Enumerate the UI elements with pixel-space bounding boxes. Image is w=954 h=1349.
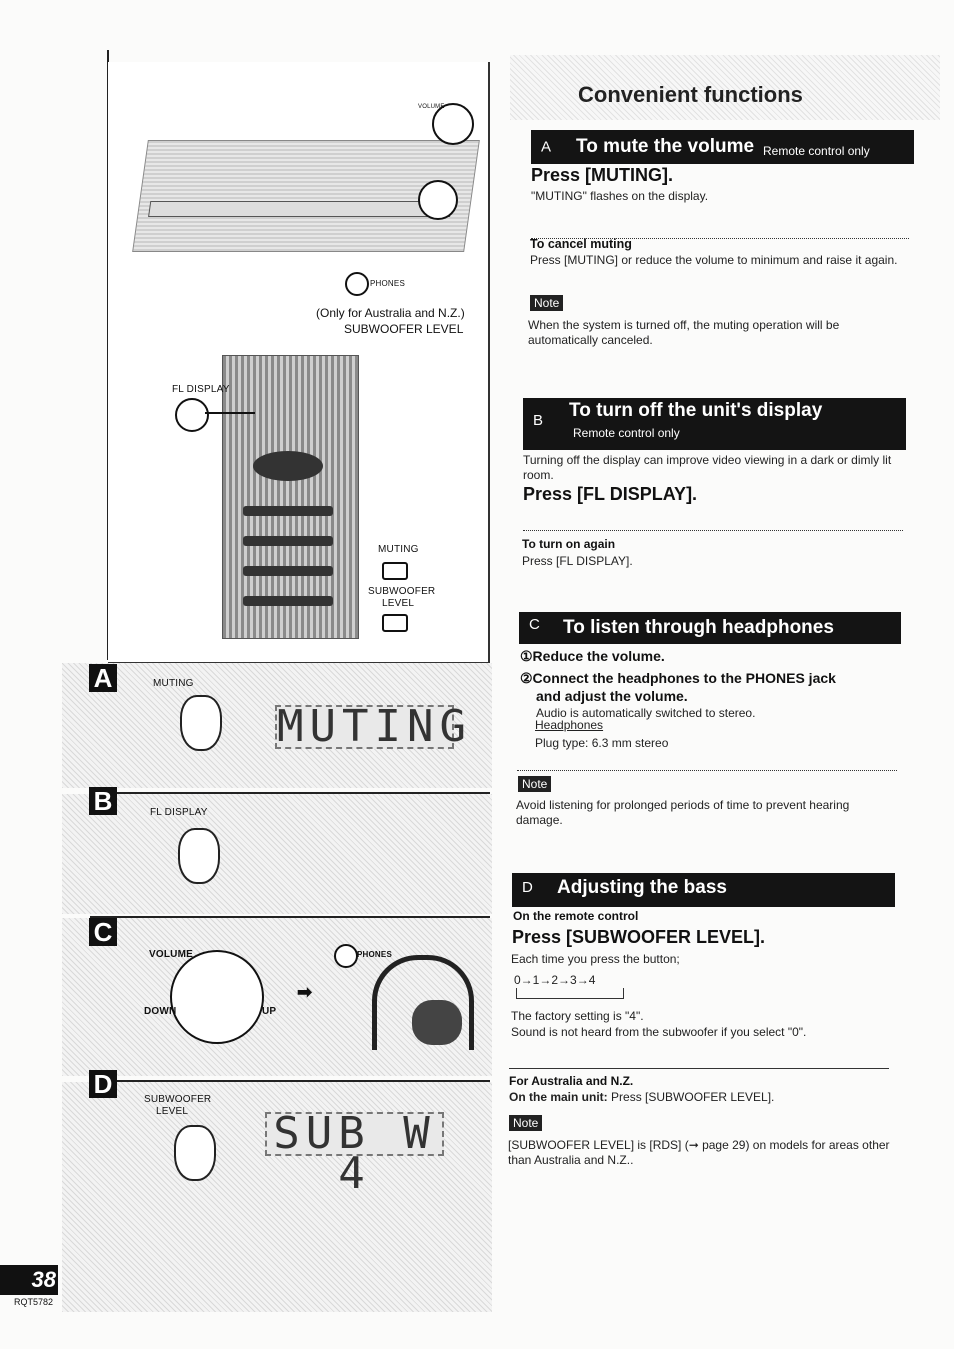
volume-knob-label: VOLUME [418, 104, 445, 110]
muting-button-icon [382, 562, 408, 580]
press-muting-heading: Press [MUTING]. [531, 165, 674, 185]
panel-c-down-label: DOWN [144, 1006, 177, 1017]
panel-a-letter: A [89, 664, 117, 692]
muting-callout-label: MUTING [378, 544, 419, 555]
section-c-note-text: Avoid listening for prolonged periods of time to prevent hearing damage. [516, 798, 850, 827]
sequence-loop-bracket [516, 988, 624, 999]
panel-c-phones-label: PHONES [357, 950, 392, 959]
cancel-muting-text: Press [MUTING] or reduce the volume to minimum and raise it again. [530, 253, 898, 267]
panel-c-phones-jack-icon [334, 944, 358, 968]
dotted-divider [517, 770, 897, 771]
section-d-letter: D [522, 879, 533, 896]
subwoofer-button-icon [382, 614, 408, 632]
section-b-letter: B [533, 412, 544, 429]
section-d-note-text: [SUBWOOFER LEVEL] is [RDS] (➞ page 29) on models for areas other than Australia and N.Z.. [508, 1138, 890, 1167]
panel-c-up-label: UP [262, 1006, 277, 1017]
panel-c-volume-label: VOLUME [149, 949, 193, 960]
panel-c-letter: C [89, 918, 117, 946]
section-a-letter: A [541, 138, 552, 156]
panel-b-letter: B [89, 787, 117, 815]
fl-display-callout-label: FL DISPLAY [172, 384, 230, 395]
section-d-heading: Adjusting the bass [557, 877, 727, 898]
pointing-hand-icon [180, 695, 222, 751]
turn-on-again-text: Press [FL DISPLAY]. [522, 554, 633, 568]
plug-type-text: Plug type: 6.3 mm stereo [535, 736, 669, 750]
each-time-text: Each time you press the button; [511, 952, 680, 966]
cancel-muting-title: To cancel muting [530, 237, 632, 251]
level-sequence: 0→1→2→3→4 [514, 973, 596, 987]
factory-setting-text: The factory setting is "4". [511, 1009, 644, 1023]
solid-divider [509, 1068, 889, 1069]
subwoofer-callout-label-2: LEVEL [382, 598, 415, 609]
pointing-hand-icon [174, 1125, 216, 1181]
large-volume-knob-icon [170, 950, 264, 1044]
arrow-right-icon: ➡ [297, 982, 313, 1002]
press-fl-display-heading: Press [FL DISPLAY]. [523, 484, 698, 504]
panel-d-button-label-1: SUBWOOFER [144, 1094, 212, 1105]
phones-jack-icon [345, 272, 369, 296]
on-remote-title: On the remote control [513, 909, 639, 923]
remote-control-illustration [222, 355, 359, 639]
main-unit-text: Press [SUBWOOFER LEVEL]. [611, 1090, 775, 1104]
section-b-heading: To turn off the unit's display [569, 400, 823, 421]
section-b-subheading: Remote control only [573, 426, 680, 440]
main-unit-label: On the main unit: [509, 1090, 608, 1104]
headphones-subtitle: Headphones [535, 718, 604, 732]
section-b-header [523, 398, 906, 450]
section-a-header [531, 130, 914, 164]
panel-b [62, 794, 492, 914]
panel-d-letter: D [89, 1070, 117, 1098]
subwoofer-zero-text: Sound is not heard from the subwoofer if you select "0". [511, 1025, 807, 1039]
section-b-desc: Turning off the display can improve video viewing in a dark or dimly lit room. [523, 453, 892, 482]
unit-volume-knob-icon [418, 180, 458, 220]
australia-note: (Only for Australia and N.Z.) [316, 306, 465, 320]
fl-display-button-icon [175, 398, 209, 432]
section-d-header [512, 873, 895, 907]
subwoofer-level-note: SUBWOOFER LEVEL [344, 322, 464, 336]
page-title: Convenient functions [578, 82, 803, 107]
dotted-divider [523, 530, 903, 531]
phones-jack-label: PHONES [370, 279, 405, 288]
step-connect-headphones-2: and adjust the volume. [536, 688, 688, 704]
muting-flashes-text: "MUTING" flashes on the display. [531, 189, 709, 203]
step-reduce-volume: ①Reduce the volume. [520, 648, 665, 664]
section-c-header [519, 612, 901, 644]
note-badge: Note [530, 295, 563, 311]
muting-display: MUTING [277, 701, 472, 752]
section-c-heading: To listen through headphones [563, 617, 834, 638]
subwoofer-callout-label-1: SUBWOOFER [368, 586, 436, 597]
page-number: 38 [0, 1265, 58, 1295]
note-badge: Note [518, 776, 551, 792]
subwoofer-display: SUB W 4 [265, 1112, 444, 1156]
press-subwoofer-heading: Press [SUBWOOFER LEVEL]. [512, 927, 766, 947]
pointing-hand-icon [178, 828, 220, 884]
section-a-subheading: Remote control only [763, 144, 870, 158]
section-a-note-text: When the system is turned off, the muting operation will be automatically canceled. [528, 318, 840, 347]
panel-b-button-label: FL DISPLAY [150, 807, 208, 818]
australia-title: For Australia and N.Z. [509, 1074, 634, 1088]
document-code: RQT5782 [14, 1297, 54, 1307]
section-c-letter: C [529, 616, 540, 633]
panel-a-button-label: MUTING [153, 678, 194, 689]
note-badge: Note [509, 1115, 542, 1131]
fl-display-leader-line [205, 412, 255, 414]
audio-stereo-text: Audio is automatically switched to stereo. [536, 706, 756, 720]
step-connect-headphones-1: ②Connect the headphones to the PHONES jack [520, 670, 836, 686]
section-a-heading: To mute the volume [576, 136, 755, 157]
turn-on-again-title: To turn on again [522, 537, 616, 551]
headphone-earcup-icon [412, 1000, 462, 1045]
panel-d-button-label-2: LEVEL [156, 1106, 189, 1117]
